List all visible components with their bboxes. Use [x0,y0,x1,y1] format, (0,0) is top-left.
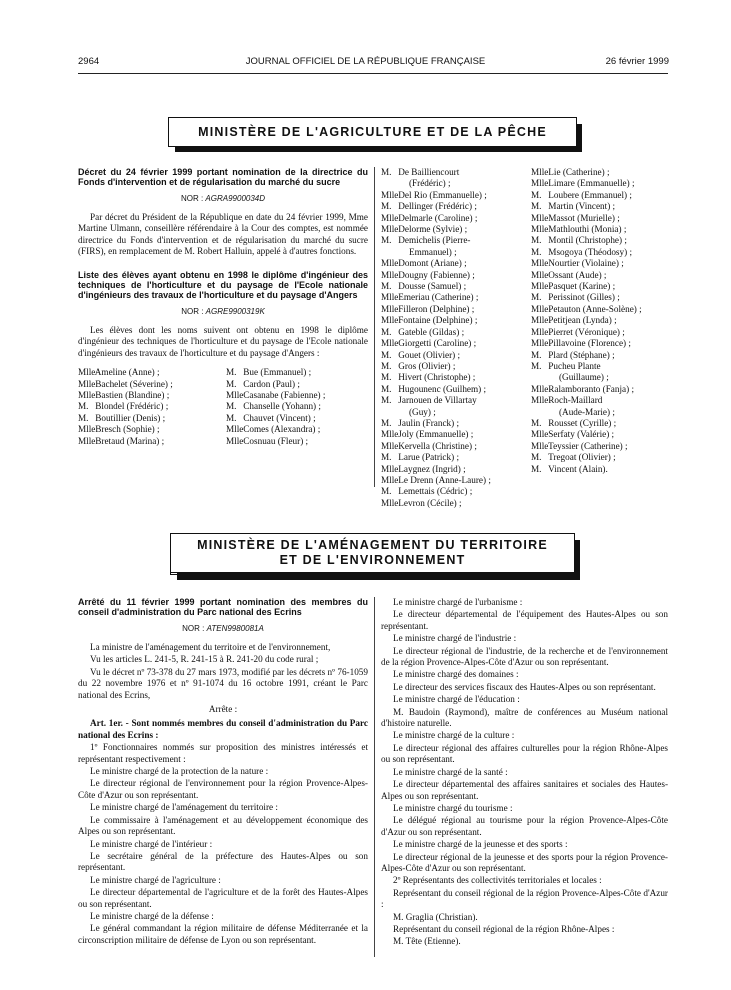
column-rule-2 [374,597,375,957]
name-entry: M. Jarnouen de Villartay [381,395,477,406]
paragraph: Le directeur des services fiscaux des Hautes-Alpes ou son représentant. [393,681,656,692]
name-entry: Mlle Dougny (Fabienne) ; [381,269,475,280]
paragraph: Le secrétaire général de la préfecture des Hautes-Alpes ou son représentant. [78,850,368,873]
name-entry: M. Rousset (Cyrille) ; [531,417,617,428]
name-entry: M. Msogoya (Théodosy) ; [531,246,632,257]
name-entry: Mlle Ameline (Anne) ; [78,367,160,378]
paragraph: Le ministre chargé de l'intérieur : [90,838,213,849]
name-entry: Mlle Pillavoine (Florence) ; [531,338,631,349]
paragraph: 1º Fonctionnaires nommés sur proposition des ministres intéressés et représentant respectivement : [78,742,368,764]
name-entry: M. Plard (Stéphane) ; [531,349,615,360]
name-entry: M. Larue (Patrick) ; [381,452,460,463]
name-entry: Mlle Nourtier (Violaine) ; [531,258,624,269]
name-entry: Mlle Bretaud (Marina) ; [78,435,165,446]
name-entry: Mlle Massot (Murielle) ; [531,212,620,223]
paragraph: Le ministre chargé de la culture : [393,730,515,741]
name-entry: Mlle Delorme (Sylvie) ; [381,224,468,235]
name-entry: M. Chauvet (Vincent) ; [226,412,316,423]
issue-date: 26 février 1999 [605,56,669,67]
paragraph: Le ministre chargé de l'urbanisme : [393,597,523,607]
paragraph: Le ministre chargé de la santé : [393,766,508,777]
paragraph: Le général commandant la région militaire de défense Méditerranée et la circonscription militaire de défense de Lyon ou son représentant. [78,923,368,945]
paragraph: Le directeur régional de la jeunesse et des sports pour la région Provence-Alpes-Côte d'Azur ou son représentant. [381,851,668,873]
names-list-d [531,167,681,475]
paragraph: Le ministre chargé des domaines : [393,669,519,680]
paragraph: Arrête : [208,704,238,715]
paragraph: Le directeur départemental de l'équipement des Hautes-Alpes ou son représentant. [381,609,668,631]
name-entry: Mlle Laygnez (Ingrid) ; [381,463,466,474]
liste-nor: NOR : AGRE9900319K [181,306,265,316]
arrete-body-left [78,642,368,946]
name-entry: M. Gros (Olivier) ; [381,360,456,371]
ministry-title-box-2 [170,533,575,575]
name-entry: M. Martin (Vincent) ; [531,201,616,212]
name-entry: Mlle Bastien (Blandine) ; [78,389,170,400]
name-entry: M. Dousse (Samuel) ; [381,281,467,292]
arrete-nor: NOR : ATEN9980081A [182,623,264,633]
name-entry: M. Gateble (Gildas) ; [381,326,465,337]
name-entry: M. Lemettais (Cédric) ; [381,486,473,497]
names-list-c [381,167,529,509]
paragraph: Le directeur départemental des affaires sanitaires et sociales des Hautes-Alpes ou son représentant. [381,779,668,801]
name-entry: M. Hugounenc (Guilhem) ; [381,383,487,394]
name-entry: Mlle Serfaty (Valérie) ; [531,429,615,440]
name-entry: Mlle Levron (Cécile) ; [381,497,462,508]
name-entry: Mlle Ossant (Aude) ; [531,269,607,280]
name-entry: M. De Bailliencourt [381,167,460,177]
name-entry: Mlle Joly (Emmanuelle) ; [381,429,474,440]
paragraph: Représentant du conseil régional de la région Provence-Alpes-Côte d'Azur : [381,887,668,910]
name-entry: M. Pucheu Plante [531,360,601,371]
name-entry: Mlle Domont (Ariane) ; [381,258,467,269]
name-entry: Mlle Roch-Maillard [531,395,603,406]
ministry-title-box-1 [168,117,577,147]
name-entry: Mlle Le Drenn (Anne-Laure) ; [381,474,491,485]
names-list-b [226,367,325,447]
paragraph: M. Graglia (Christian). [393,911,478,922]
name-entry: Mlle Petitjean (Lynda) ; [531,315,617,326]
page-number: 2964 [78,56,100,67]
name-entry: Mlle Lie (Catherine) ; [531,167,610,177]
name-entry: Mlle Filleron (Delphine) ; [381,303,475,314]
paragraph: Le ministre chargé de l'industrie : [393,633,517,644]
name-entry: Mlle Delmarle (Caroline) ; [381,212,478,223]
decret-text: Par décret du Président de la République en date du 24 février 1999, Mme Martine Ulmann, conseillère référendaire à la Cour des comptes, est nommée directrice du Fonds d'intervention et de régularisation du marché du sucre (FIRS), en remplacement de M. Robert Halluin, appelé à d'autres fonctions. [78,212,368,257]
ministry-title-2-line1: MINISTÈRE DE L'AMÉNAGEMENT DU TERRITOIRE [197,537,548,552]
column-rule [374,167,375,487]
name-entry: M. Boutillier (Denis) ; [78,412,166,423]
name-entry: Mlle Casanabe (Fabienne) ; [226,389,326,400]
paragraph: Le directeur départemental de l'agriculture et de la forêt des Hautes-Alpes ou son représentant. [78,887,368,909]
name-entry: Mlle Emeriau (Catherine) ; [381,292,479,303]
arrete-body-right [381,597,668,949]
name-entry: M. Cardon (Paul) ; [226,378,300,389]
name-entry: Mlle Teyssier (Catherine) ; [531,440,628,451]
name-entry: (Frédéric) ; [409,178,451,189]
section2-left-column [78,597,368,947]
header-rule [78,73,668,74]
paragraph: Le ministre chargé de la jeunesse et des sports : [393,839,568,850]
paragraph: Le directeur régional de l'environnement pour la région Provence-Alpes-Côte d'Azur ou son représentant. [78,778,368,800]
name-entry: M. Tregoat (Olivier) ; [531,452,616,463]
paragraph: Le directeur régional des affaires culturelles pour la région Rhône-Alpes ou son représentant. [381,742,668,765]
name-entry: M. Vincent (Alain). [531,463,608,474]
name-entry: Mlle Comes (Alexandra) ; [226,424,321,435]
paragraph: Le ministre chargé de l'aménagement du territoire : [90,802,278,813]
paragraph: Le ministre chargé du tourisme : [393,802,513,813]
name-entry: M. Blondel (Frédéric) ; [78,401,169,412]
paragraph: M. Tête (Etienne). [393,936,461,947]
paragraph: Le ministre chargé de l'éducation : [393,694,520,705]
paragraph: Vu les articles L. 241-5, R. 241-15 à R. 241-20 du code rural ; [90,654,319,665]
paragraph: La ministre de l'aménagement du territoire et de l'environnement, [90,642,331,652]
paragraph: Le délégué régional au tourisme pour la région Provence-Alpes-Côte d'Azur ou son représentant. [381,815,668,837]
name-entry: (Guy) ; [409,406,436,417]
name-entry: Mlle Cosnuau (Fleur) ; [226,435,309,446]
paragraph: 2º Représentants des collectivités territoriales et locales : [393,875,602,886]
name-entry: Mlle Mathlouthi (Monia) ; [531,224,627,235]
name-entry: M. Perissinot (Gilles) ; [531,292,620,303]
name-entry: Mlle Del Rio (Emmanuelle) ; [381,189,487,200]
name-entry: M. Chanselle (Yohann) ; [226,401,321,412]
paragraph: Art. 1er. - Sont nommés membres du conseil d'administration du Parc national des Ecrins : [78,718,368,740]
name-entry: M. Hivert (Christophe) ; [381,372,476,383]
ministry-title-2-line2: ET DE L'ENVIRONNEMENT [279,552,466,567]
liste-text: Les élèves dont les noms suivent ont obtenu en 1998 le diplôme d'ingénieur des techniques de l'horticulture et du paysage de l'Ecole nationale d'ingénieurs des travaux de l'horticulture et du paysage d'Angers : [78,324,368,358]
paragraph: Le directeur régional de l'industrie, de la recherche et de l'environnement de la région Provence-Alpes-Côte d'Azur ou son représentant. [381,645,668,668]
name-entry: M. Montil (Christophe) ; [531,235,627,246]
journal-title: JOURNAL OFFICIEL DE LA RÉPUBLIQUE FRANÇAISE [245,56,486,67]
paragraph: Représentant du conseil régional de la région Rhône-Alpes : [393,923,615,934]
paragraph: Vu le décret nº 73-378 du 27 mars 1973, modifié par les décrets nº 76-1059 du 22 novembre 1976 et nº 91-1074 du 16 octobre 1991, créant le Parc national des Ecrins, [78,666,368,700]
name-entry: Mlle Limare (Emmanuelle) ; [531,178,635,189]
name-entry: Mlle Giorgetti (Caroline) ; [381,338,477,349]
paragraph: Le ministre chargé de la protection de la nature : [90,766,269,777]
name-entry: M. Demichelis (Pierre- [381,235,471,246]
name-entry: (Guillaume) ; [559,372,609,383]
paragraph: Le ministre chargé de la défense : [90,910,214,921]
name-entry: Mlle Pierret (Véronique) ; [531,326,625,337]
name-entry: Emmanuel) ; [409,246,457,257]
name-entry: Mlle Kervella (Christine) ; [381,440,477,451]
paragraph: Le ministre chargé de l'agriculture : [90,874,221,885]
name-entry: Mlle Ralamboranto (Fanja) ; [531,383,635,394]
paragraph: M. Baudoin (Raymond), maître de conférences au Muséum national d'histoire naturelle. [381,706,668,729]
ministry-title-1: MINISTÈRE DE L'AGRICULTURE ET DE LA PÊCHE [168,117,577,147]
liste-title: Liste des élèves ayant obtenu en 1998 le diplôme d'ingénieur des techniques de l'horticulture et du paysage de l'Ecole nationale d'ingénieurs des travaux de l'horticulture et du paysage d'Angers [78,269,368,301]
name-entry: M. Bue (Emmanuel) ; [226,367,312,378]
name-entry: (Aude-Marie) ; [559,406,615,417]
section1-left-column [78,167,368,447]
name-entry: M. Loubere (Emmanuel) ; [531,189,632,200]
name-entry: Mlle Bachelet (Séverine) ; [78,378,173,389]
name-entry: Mlle Pasquet (Karine) ; [531,281,616,292]
name-entry: M. Gouet (Olivier) ; [381,349,461,360]
name-entry: M. Jaulin (Franck) ; [381,417,460,428]
paragraph: Le commissaire à l'aménagement et au développement économique des Alpes ou son représentant. [78,814,368,837]
name-entry: Mlle Bresch (Sophie) ; [78,424,160,435]
name-entry: Mlle Petauton (Anne-Solène) ; [531,303,642,314]
decret-title: Décret du 24 février 1999 portant nomination de la directrice du Fonds d'intervention et de régularisation du marché du sucre [78,167,368,188]
arrete-title: Arrêté du 11 février 1999 portant nomination des membres du conseil d'administration du Parc national des Ecrins [78,597,368,618]
name-entry: M. Dellinger (Frédéric) ; [381,201,477,212]
decret-nor: NOR : AGRA9900034D [180,193,266,203]
names-list-a [78,367,173,447]
name-entry: Mlle Fontaine (Delphine) ; [381,315,478,326]
